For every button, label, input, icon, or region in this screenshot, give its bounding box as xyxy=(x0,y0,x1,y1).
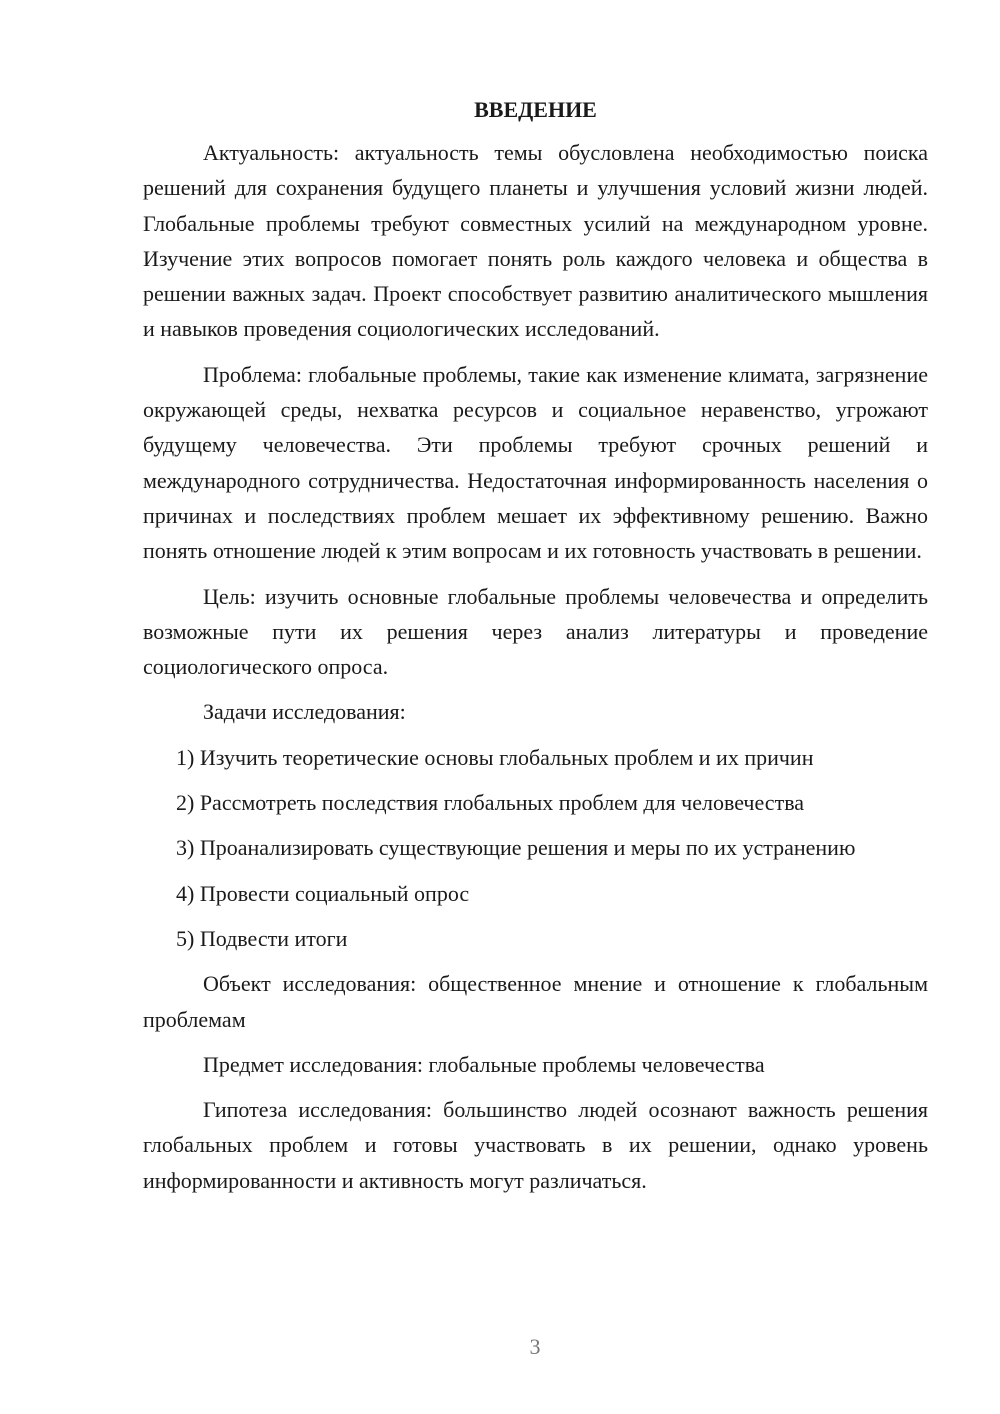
paragraph-goal: Цель: изучить основные глобальные проблемы человечества и определить возможные пути их решения через анализ литературы и проведение социологического опроса. xyxy=(143,583,928,680)
task-item-4: 4) Провести социальный опрос xyxy=(176,880,470,906)
page-title: ВВЕДЕНИЕ xyxy=(474,97,597,122)
paragraph-object: Объект исследования: общественное мнение и отношение к глобальным проблемам xyxy=(143,971,928,1032)
task-item-1: 1) Изучить теоретические основы глобальных проблем и их причин xyxy=(176,744,814,770)
page-number: 3 xyxy=(529,1334,541,1359)
task-item-2: 2) Рассмотреть последствия глобальных проблем для человечества xyxy=(176,790,805,816)
task-item-3: 3) Проанализировать существующие решения и меры по их устранению xyxy=(176,835,856,861)
paragraph-relevance: Актуальность: актуальность темы обусловлена необходимостью поиска решений для сохранения будущего планеты и улучшения условий жизни людей. Глобальные проблемы требуют совместных усилий на международном уровне. Изучение этих вопросов помогает понять роль каждого человека и общества в решении важных задач. Проект способствует развитию аналитического мышления и навыков проведения социологических исследований. xyxy=(143,140,928,342)
document-page xyxy=(143,92,928,1208)
tasks-heading: Задачи исследования: xyxy=(203,699,406,725)
paragraph-hypothesis: Гипотеза исследования: большинство людей осознают важность решения глобальных проблем и готовы участвовать в их решении, однако уровень информированности и активность могут различаться. xyxy=(143,1097,928,1193)
paragraph-subject: Предмет исследования: глобальные проблемы человечества xyxy=(203,1051,765,1077)
paragraph-problem: Проблема: глобальные проблемы, такие как изменение климата, загрязнение окружающей среды, нехватка ресурсов и социальное неравенство, угрожают будущему человечества. Эти проблемы требуют срочных решений и международного сотрудничества. Недостаточная информированность населения о причинах и последствиях проблем мешает их эффективному решению. Важно понять отношение людей к этим вопросам и их готовность участвовать в решении. xyxy=(143,361,928,564)
task-item-5: 5) Подвести итоги xyxy=(176,925,348,951)
